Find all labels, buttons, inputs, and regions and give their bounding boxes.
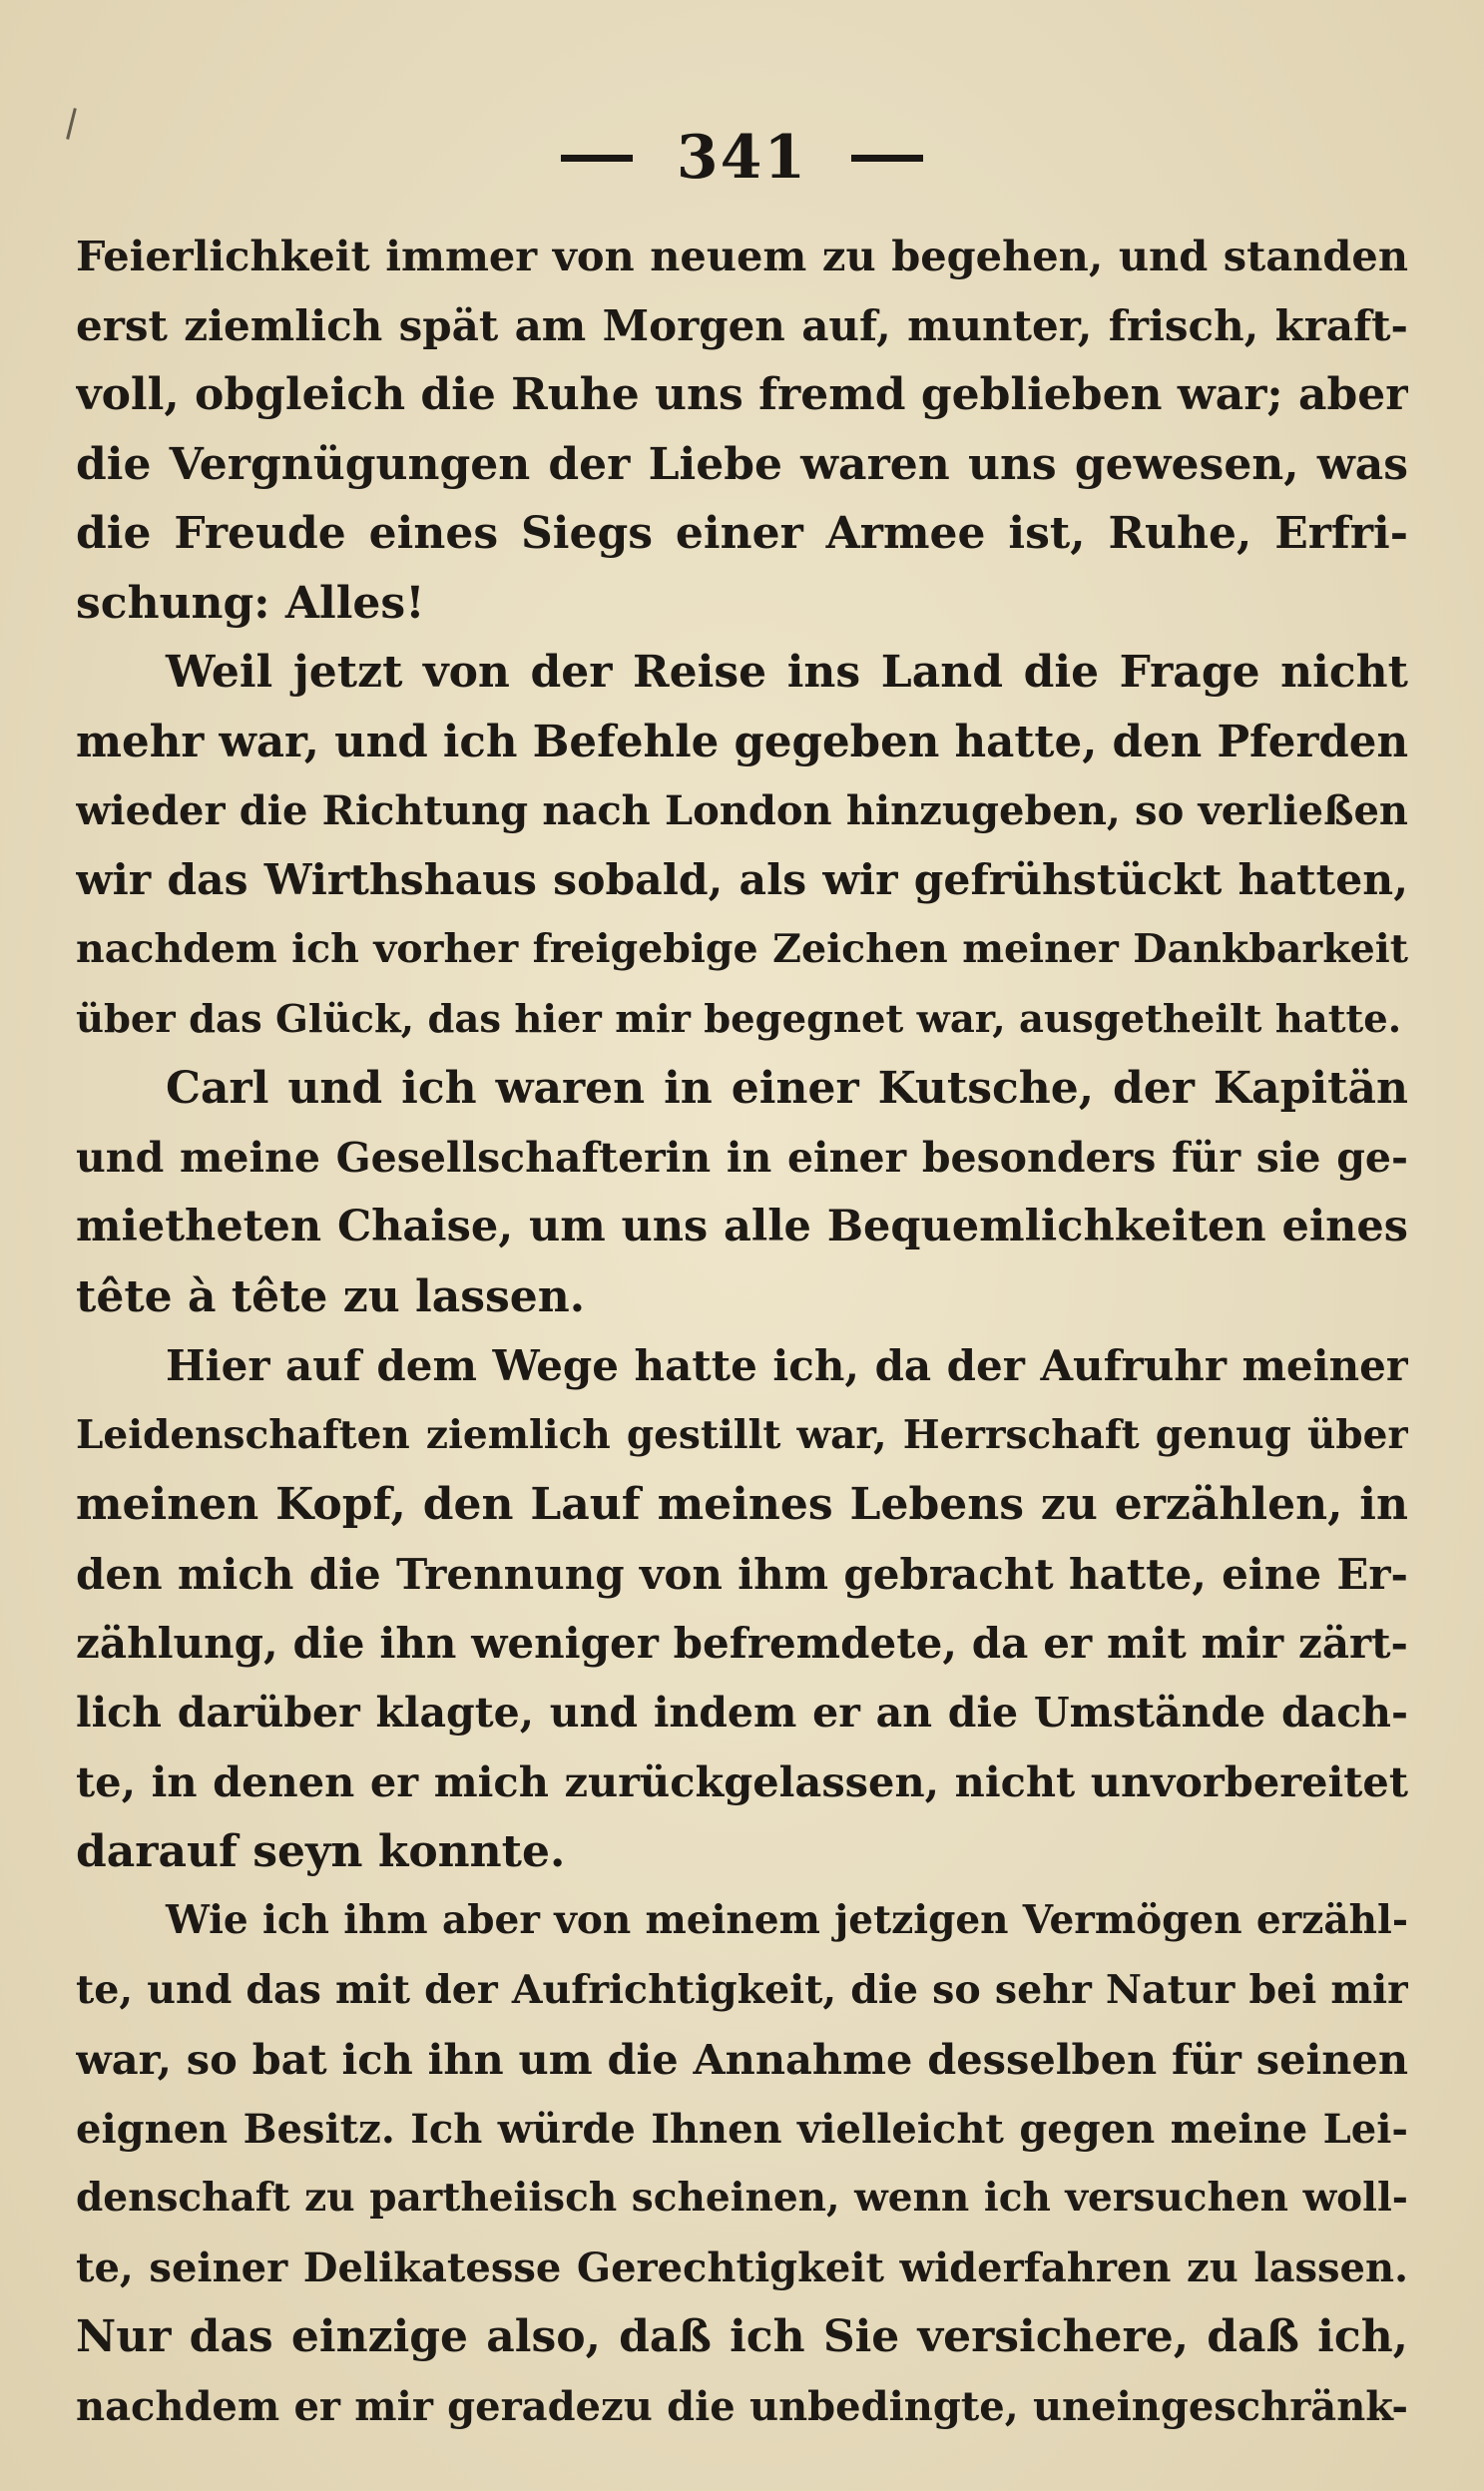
page-number: 341 [676,123,808,193]
text-line: Feierlichkeit immer von neuem zu begehen, und standen [76,232,1408,280]
text-line: nachdem ich vorher freigebige Zeichen meiner Dankbarkeit [76,926,1408,972]
text-line: tête à tête zu lassen. [76,1270,586,1322]
text-line: den mich die Trennung von ihm gebracht hatte, eine Er- [76,1549,1408,1599]
header-dash-right [851,155,923,162]
paragraph [76,1331,1408,1886]
text-line: denschaft zu partheiisch scheinen, wenn ich versuchen woll- [76,2175,1408,2221]
text-line: te, seiner Delikatesse Gerechtigkeit widerfahren zu lassen. [76,2243,1408,2291]
text-line: wieder die Richtung nach London hinzugeben, so verließen [76,787,1408,834]
text-line: eignen Besitz. Ich würde Ihnen vielleicht gegen meine Lei- [76,2105,1408,2153]
text-line: über das Glück, das hier mir begegnet war, ausgetheilt hatte. [76,996,1402,1042]
header-dash-left [561,155,633,162]
text-line: die Vergnügungen der Liebe waren uns gewesen, was [76,438,1408,490]
paragraph [76,638,1408,1054]
text-line: voll, obgleich die Ruhe uns fremd geblieben war; aber [76,369,1408,420]
text-line: te, und das mit der Aufrichtigkeit, die so sehr Natur bei mir [76,1966,1408,2013]
text-line: darauf seyn konnte. [76,1825,566,1877]
page-header [0,118,1484,198]
text-line: wir das Wirthshaus sobald, als wir gefrühstückt hatten, [76,854,1408,905]
paragraph [76,222,1408,638]
text-line: erst ziemlich spät am Morgen auf, munter, frisch, kraft- [76,300,1408,350]
paragraph [76,1054,1408,1331]
text-line: die Freude eines Siegs einer Armee ist, Ruhe, Erfri- [76,508,1408,559]
paragraph [76,1886,1408,2441]
text-line: Wie ich ihm aber von meinem jetzigen Vermögen erzähl- [166,1897,1408,1943]
text-line: mietheten Chaise, um uns alle Bequemlichkeiten eines [76,1202,1408,1251]
text-line: nachdem er mir geradezu die unbedingte, uneingeschränk- [76,2382,1408,2430]
text-line: schung: Alles! [76,577,425,629]
text-line: mehr war, und ich Befehle gegeben hatte, den Pferden [76,716,1408,767]
text-line: Weil jetzt von der Reise ins Land die Frage nicht [166,647,1408,698]
text-line: war, so bat ich ihn um die Annahme desselben für seinen [76,2035,1408,2084]
text-line: Carl und ich waren in einer Kutsche, der Kapitän [166,1063,1408,1114]
text-line: Hier auf dem Wege hatte ich, da der Aufruhr meiner [166,1341,1408,1390]
text-line: te, in denen er mich zurückgelassen, nicht unvorbereitet [76,1757,1408,1806]
body-text [76,222,1408,2441]
text-line: lich darüber klagte, und indem er an die Umstände dach- [76,1688,1408,1737]
text-line: Leidenschaften ziemlich gestillt war, Herrschaft genug über [76,1411,1408,1458]
text-line: und meine Gesellschafterin in einer besonders für sie ge- [76,1133,1408,1182]
text-line: meinen Kopf, den Lauf meines Lebens zu erzählen, in [76,1479,1408,1530]
text-line: zählung, die ihn weniger befremdete, da er mit mir zärt- [76,1619,1408,1668]
text-line: Nur das einzige also, daß ich Sie versichere, daß ich, [76,2311,1408,2362]
